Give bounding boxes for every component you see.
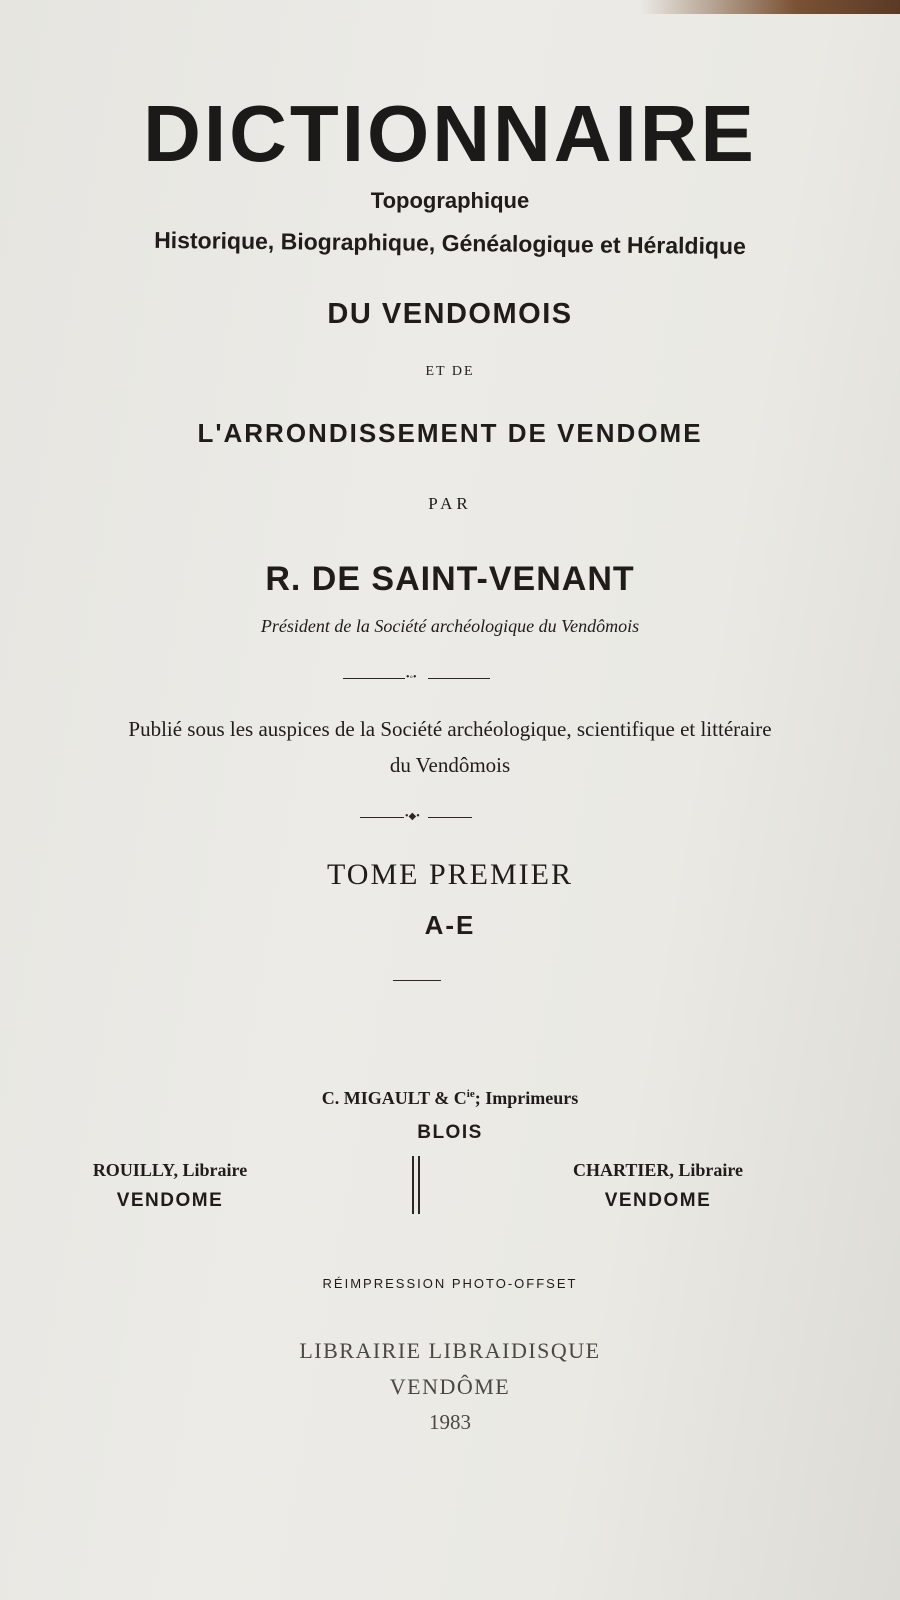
divider-bar	[418, 1156, 420, 1214]
ornament-dots: •◆•	[405, 811, 420, 822]
wood-background	[640, 0, 900, 14]
bookseller-left-city: VENDOME	[116, 1190, 224, 1211]
volume-range: A-E	[424, 910, 476, 940]
arrondissement-heading: L'ARRONDISSEMENT DE VENDOME	[197, 418, 703, 448]
reprint-note: RÉIMPRESSION PHOTO-OFFSET	[322, 1276, 578, 1291]
printer-name-suffix: ; Imprimeurs	[474, 1088, 579, 1108]
printer-name-prefix: C. MIGAULT & C	[321, 1088, 467, 1108]
published-line-2: du Vendômois	[389, 753, 511, 777]
author-role: Président de la Société archéologique du Vendômois	[260, 616, 640, 636]
author-name: R. DE SAINT-VENANT	[265, 560, 635, 598]
ornament-rule-right	[428, 817, 472, 818]
printer-name-sup: ie	[466, 1088, 475, 1100]
ornament-rule-right	[428, 678, 490, 679]
published-line-1: Publié sous les auspices de la Société archéologique, scientifique et littéraire	[128, 717, 772, 741]
subtitle-categories: Historique, Biographique, Généalogique et Héraldique	[154, 226, 746, 260]
publisher-city: VENDÔME	[389, 1374, 511, 1399]
ornament-rule-left	[360, 817, 404, 818]
divider-bar	[412, 1156, 414, 1214]
volume-title: TOME PREMIER	[327, 858, 573, 891]
conjunction-text: ET DE	[425, 364, 475, 379]
bookseller-left-name: ROUILLY, Libraire	[92, 1160, 248, 1180]
ornament-rule-left	[343, 678, 405, 679]
bookseller-right-name: CHARTIER, Libraire	[572, 1160, 744, 1180]
publisher-name: LIBRAIRIE LIBRAIDISQUE	[299, 1338, 601, 1363]
ornament-dots: •◦•	[406, 672, 417, 683]
printer-name	[0, 1088, 900, 1109]
by-text: PAR	[428, 494, 472, 513]
book-title: DICTIONNAIRE	[143, 89, 757, 178]
publication-year: 1983	[429, 1410, 471, 1434]
bookseller-right-city: VENDOME	[604, 1190, 712, 1211]
subtitle-topographique: Topographique	[370, 188, 530, 213]
region-heading: DU VENDOMOIS	[327, 298, 573, 330]
short-rule	[393, 980, 441, 981]
printer-city: BLOIS	[417, 1122, 483, 1143]
